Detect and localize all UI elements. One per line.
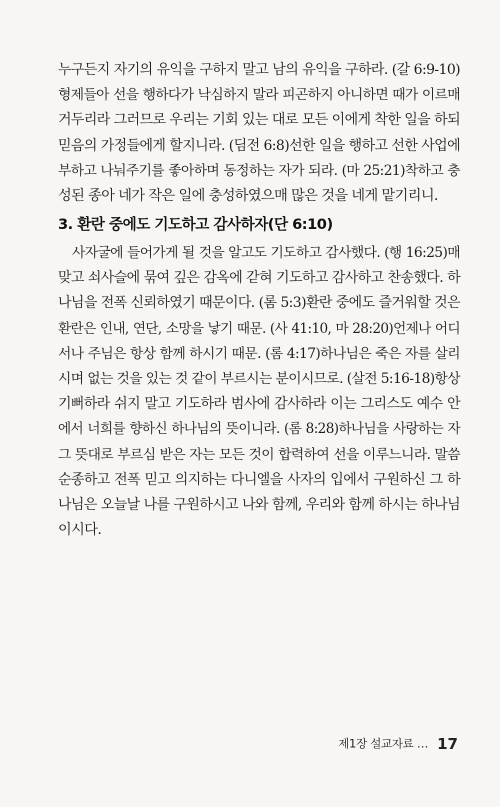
text-line: 시며 없는 것을 있는 것 같이 부르시는 분이시므로. (살전 5:16-18)항상 <box>58 371 460 388</box>
body-paragraph-2 <box>58 241 460 543</box>
text-line: 믿음의 가정들에게 할지니라. (딤전 6:8)선한 일을 행하고 선한 사업에 <box>58 137 460 154</box>
text-line: 사자굴에 들어가게 될 것을 알고도 기도하고 감사했다. (행 16:25)매 <box>72 245 460 261</box>
text-line: 서나 주님은 항상 함께 하시기 때문. (롬 4:17)하나님은 죽은 자를 살리 <box>58 345 460 362</box>
text-line: 누구든지 자기의 유익을 구하지 말고 남의 유익을 구하라. (갈 6:9-10) <box>58 62 460 78</box>
text-line: 이시다. <box>58 522 102 539</box>
text-line: 나님은 오늘날 나를 구원하시고 나와 함께, 우리와 함께 하시는 하나님 <box>58 497 460 514</box>
page-number: 17 <box>437 734 458 753</box>
section-heading: 3. 환란 중에도 기도하고 감사하자(단 6:10) <box>58 216 333 233</box>
text-line: 환란은 인내, 연단, 소망을 낳기 때문. (사 41:10, 마 28:20)언제나 어디 <box>58 320 460 337</box>
page-footer <box>338 733 458 753</box>
text-line: 순종하고 전폭 믿고 의지하는 다니엘을 사자의 입에서 구원하신 그 하 <box>58 471 460 488</box>
text-line: 형제들아 선을 행하다가 낙심하지 말라 피곤하지 아니하면 때가 이르매 <box>58 87 460 104</box>
text-line: 성된 종아 네가 작은 일에 충성하였으매 많은 것을 네게 맡기리니. <box>58 188 438 205</box>
text-line: 그 뜻대로 부르심 받은 자는 모든 것이 합력하여 선을 이루느니라. 말씀 <box>58 446 460 463</box>
text-line: 부하고 나눠주기를 좋아하며 동정하는 자가 되라. (마 25:21)착하고 충 <box>58 162 460 179</box>
text-line: 에서 너희를 향하신 하나님의 뜻이니라. (롬 8:28)하나님을 사랑하는 자 <box>58 421 460 438</box>
text-line: 기뻐하라 쉬지 말고 기도하라 범사에 감사하라 이는 그리스도 예수 안 <box>58 396 460 413</box>
text-line: 거두리라 그러므로 우리는 기회 있는 대로 모든 이에게 착한 일을 하되 <box>58 112 460 129</box>
chapter-label: 제1장 설교자료 … <box>338 736 429 751</box>
text-line: 나님을 전폭 신뢰하였기 때문이다. (롬 5:3)환란 중에도 즐거워할 것은 <box>58 295 460 312</box>
body-paragraph-1 <box>58 58 460 209</box>
text-line: 맞고 쇠사슬에 묶여 깊은 감옥에 갇혀 기도하고 감사하고 찬송했다. 하 <box>58 270 460 287</box>
